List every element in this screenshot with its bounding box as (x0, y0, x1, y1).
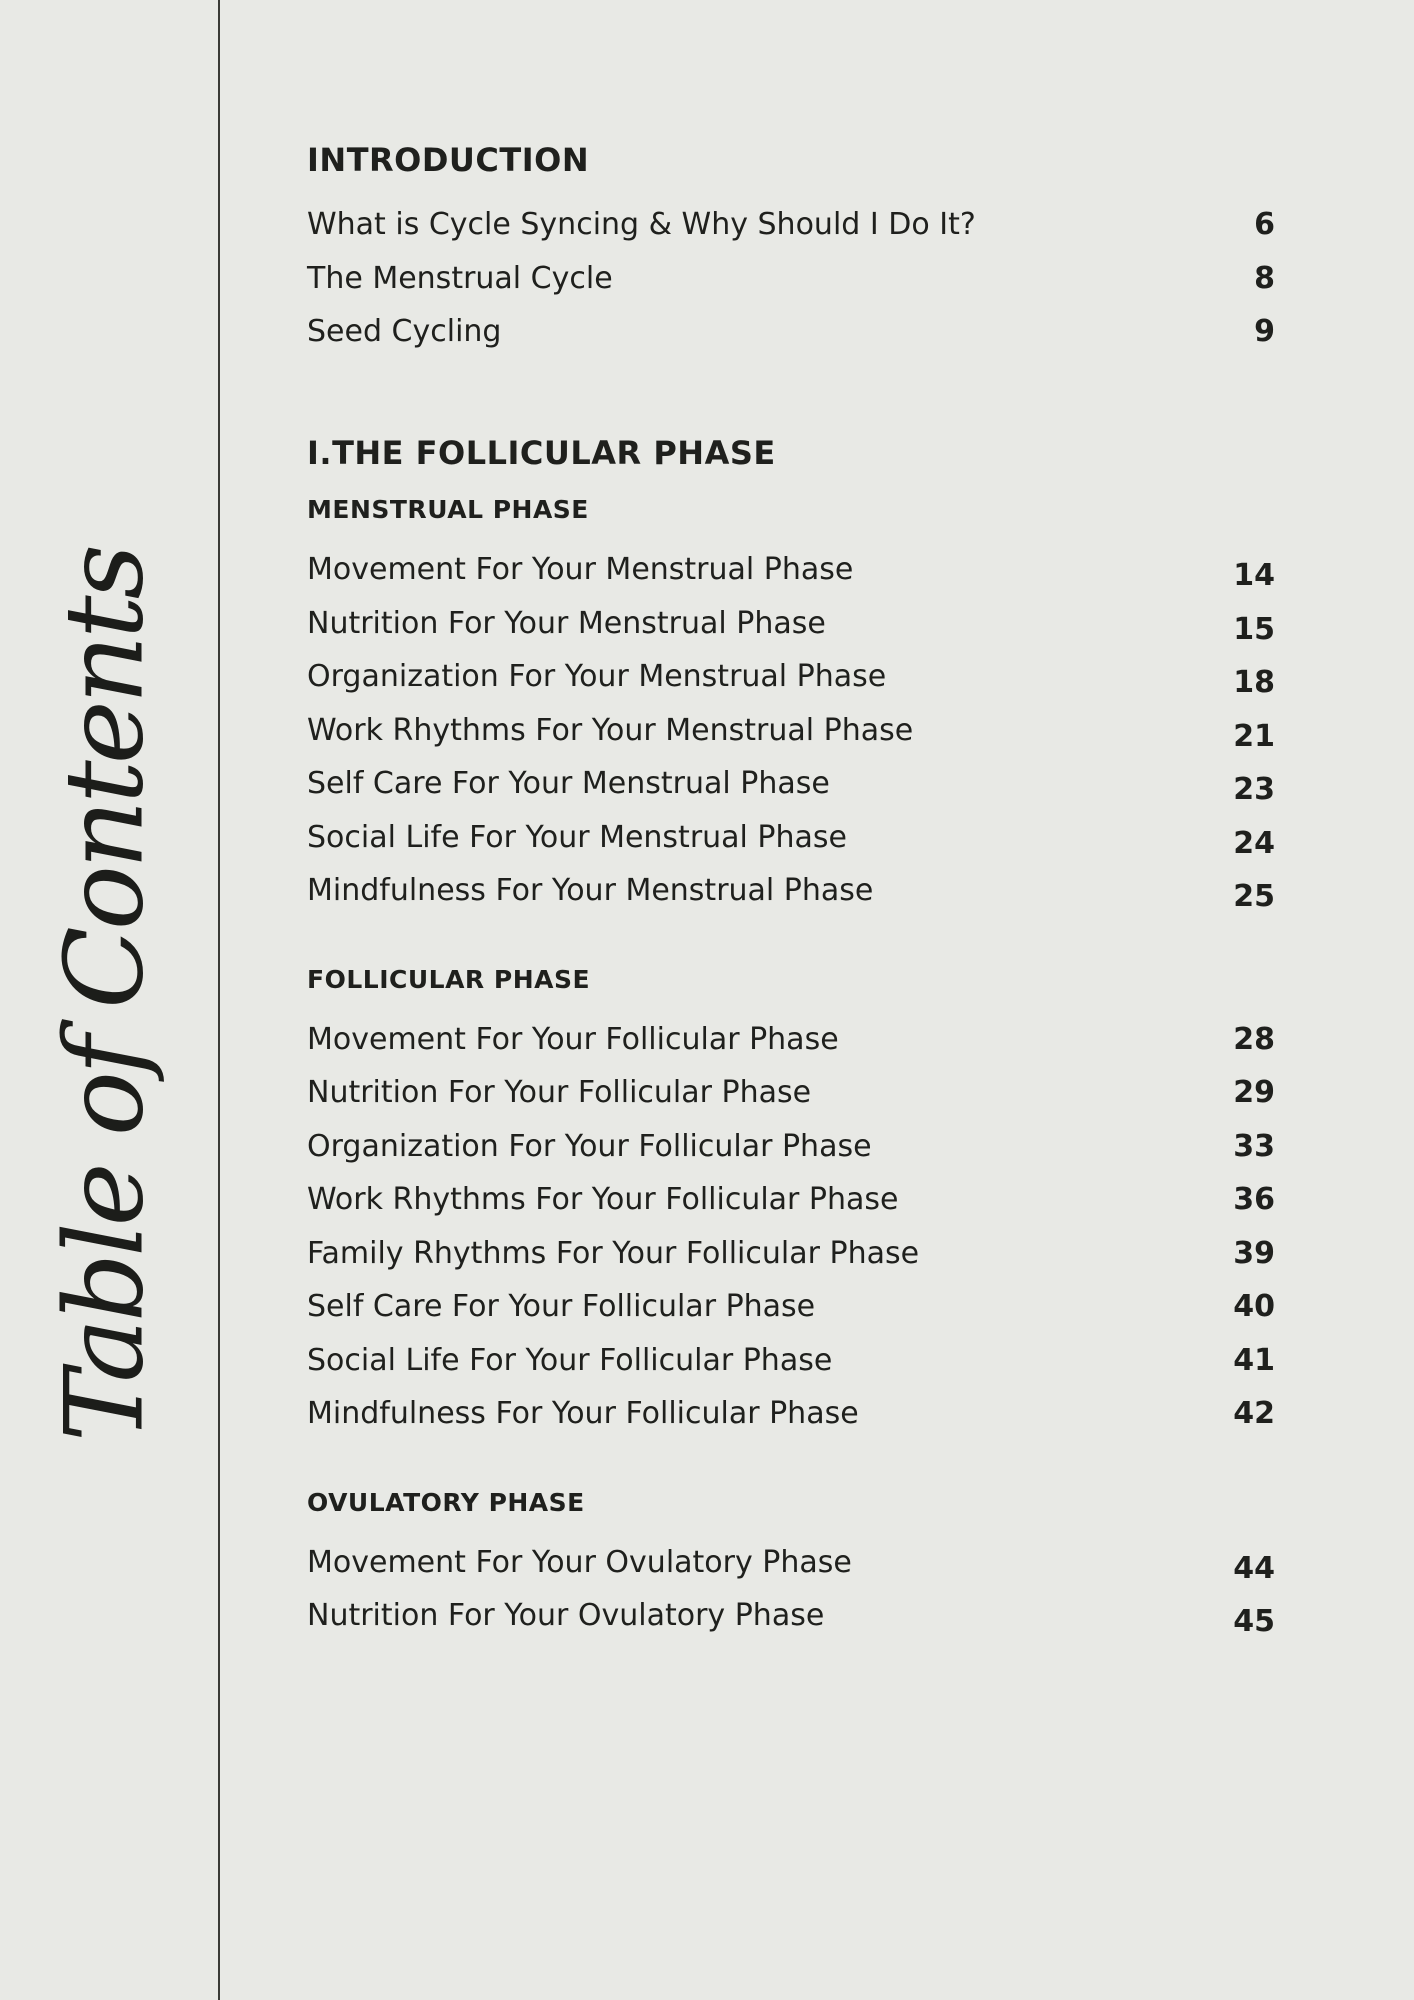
toc-entry-label: Work Rhythms For Your Menstrual Phase (307, 713, 914, 748)
toc-entry-label: Social Life For Your Follicular Phase (307, 1343, 833, 1378)
toc-entry-label: What is Cycle Syncing & Why Should I Do It? (307, 207, 976, 242)
toc-entry[interactable] (307, 550, 1275, 593)
toc-entry-page: 44 (1233, 1551, 1275, 1586)
toc-entry-label: Self Care For Your Menstrual Phase (307, 766, 830, 801)
toc-entry[interactable] (307, 1287, 1275, 1327)
toc-entry[interactable] (307, 1180, 1275, 1220)
toc-entry-page: 29 (1233, 1075, 1275, 1110)
vertical-divider (218, 0, 220, 2000)
toc-entry[interactable] (307, 259, 1275, 299)
subsection-heading-follicular: FOLLICULAR PHASE (307, 965, 591, 994)
toc-entry-label: The Menstrual Cycle (307, 261, 613, 296)
toc-entry-page: 33 (1233, 1129, 1275, 1164)
toc-entry-label: Seed Cycling (307, 314, 502, 349)
toc-entry-label: Movement For Your Ovulatory Phase (307, 1545, 852, 1580)
toc-entry[interactable] (307, 1073, 1275, 1113)
toc-entry-label: Nutrition For Your Follicular Phase (307, 1075, 812, 1110)
toc-entry-label: Nutrition For Your Ovulatory Phase (307, 1598, 825, 1633)
toc-entry[interactable] (307, 1234, 1275, 1274)
toc-entry-page: 28 (1233, 1022, 1275, 1057)
subsection-heading-menstrual: MENSTRUAL PHASE (307, 495, 589, 524)
toc-entry[interactable] (307, 1596, 1275, 1639)
toc-entry[interactable] (307, 764, 1275, 807)
toc-entry-page: 39 (1233, 1236, 1275, 1271)
toc-entry-page: 41 (1233, 1343, 1275, 1378)
toc-entry-label: Social Life For Your Menstrual Phase (307, 820, 847, 855)
toc-entry[interactable] (307, 604, 1275, 647)
toc-entry-page: 23 (1233, 772, 1275, 807)
section-heading-follicular: I.THE FOLLICULAR PHASE (307, 434, 776, 472)
toc-entry[interactable] (307, 871, 1275, 914)
toc-entry-page: 8 (1254, 261, 1275, 296)
toc-entry-label: Organization For Your Follicular Phase (307, 1129, 872, 1164)
toc-entry-label: Work Rhythms For Your Follicular Phase (307, 1182, 899, 1217)
toc-entry-page: 18 (1233, 665, 1275, 700)
subsection-heading-ovulatory: OVULATORY PHASE (307, 1488, 585, 1517)
section-heading-introduction: INTRODUCTION (307, 141, 590, 179)
toc-entry[interactable] (307, 657, 1275, 700)
toc-entry[interactable] (307, 1020, 1275, 1060)
toc-entry[interactable] (307, 205, 1275, 245)
toc-entry[interactable] (307, 312, 1275, 352)
toc-entry-page: 40 (1233, 1289, 1275, 1324)
toc-entry-page: 21 (1233, 719, 1275, 754)
toc-entry-page: 36 (1233, 1182, 1275, 1217)
toc-entry-page: 25 (1233, 879, 1275, 914)
toc-entry-label: Mindfulness For Your Menstrual Phase (307, 873, 874, 908)
toc-entry[interactable] (307, 1394, 1275, 1434)
toc-entry-page: 15 (1233, 612, 1275, 647)
toc-entry[interactable] (307, 818, 1275, 861)
toc-entry-label: Movement For Your Menstrual Phase (307, 552, 854, 587)
toc-entry-label: Organization For Your Menstrual Phase (307, 659, 887, 694)
toc-entry-label: Movement For Your Follicular Phase (307, 1022, 839, 1057)
page-title: Table of Contents (42, 547, 168, 1443)
toc-entry-page: 9 (1254, 314, 1275, 349)
toc-entry-page: 24 (1233, 826, 1275, 861)
toc-entry[interactable] (307, 1341, 1275, 1381)
toc-entry[interactable] (307, 1127, 1275, 1167)
toc-entry[interactable] (307, 1543, 1275, 1586)
toc-entry[interactable] (307, 711, 1275, 754)
toc-entry-label: Nutrition For Your Menstrual Phase (307, 606, 826, 641)
toc-entry-label: Mindfulness For Your Follicular Phase (307, 1396, 859, 1431)
toc-entry-label: Family Rhythms For Your Follicular Phase (307, 1236, 920, 1271)
toc-entry-label: Self Care For Your Follicular Phase (307, 1289, 816, 1324)
toc-entry-page: 45 (1233, 1604, 1275, 1639)
toc-entry-page: 14 (1233, 558, 1275, 593)
toc-entry-page: 6 (1254, 207, 1275, 242)
toc-entry-page: 42 (1233, 1396, 1275, 1431)
